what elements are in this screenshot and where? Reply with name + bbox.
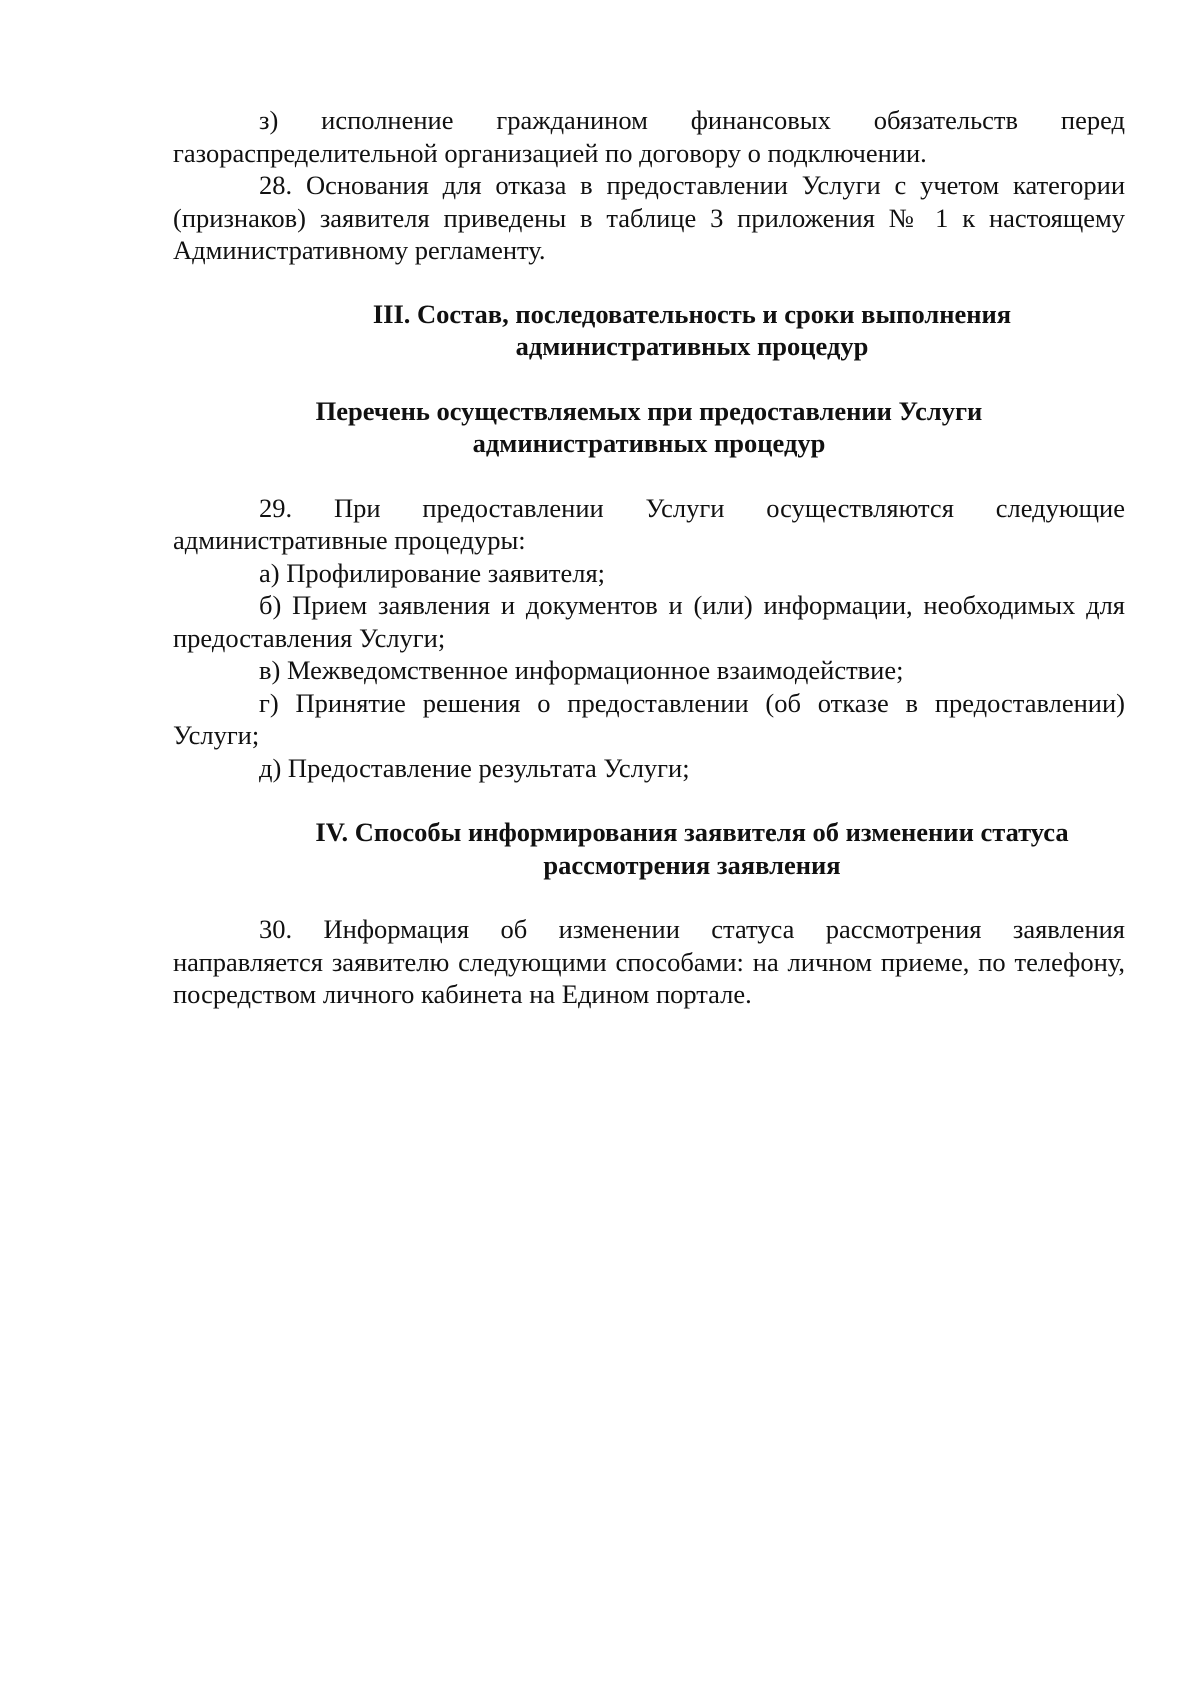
- list-item-g: г) Принятие решения о предоставлении (об отказе в предоставлении) Услуги;: [173, 687, 1125, 750]
- section-4-heading: [173, 816, 1125, 881]
- subsection-heading: [173, 395, 1125, 460]
- spacer: [173, 881, 1125, 913]
- paragraph-28: 28. Основания для отказа в предоставлении Услуги с учетом категории (признаков) заявителя приведены в таблице 3 приложения № 1 к настоящему Административному регламенту.: [173, 170, 1125, 265]
- list-item-b: б) Прием заявления и документов и (или) информации, необходимых для предоставления Услуги;: [173, 590, 1125, 653]
- list-item-d: д) Предоставление результата Услуги;: [259, 752, 690, 783]
- spacer: [173, 460, 1125, 492]
- paragraph-item-z: з) исполнение гражданином финансовых обязательств перед газораспределительной организацией по договору о подключении.: [173, 105, 1125, 168]
- list-item-a: а) Профилирование заявителя;: [259, 557, 606, 588]
- spacer: [173, 363, 1125, 395]
- subsection-heading-line-1: Перечень осуществляемых при предоставлении Услуги: [315, 395, 983, 426]
- paragraph-29: 29. При предоставлении Услуги осуществляются следующие административные процедуры:: [173, 492, 1125, 555]
- section-3-heading: [173, 298, 1125, 363]
- document-page: [173, 104, 1125, 1011]
- subsection-heading-line-2: административных процедур: [472, 428, 826, 458]
- spacer: [173, 784, 1125, 816]
- section-3-heading-line-2: административных процедур: [515, 331, 869, 361]
- spacer: [173, 267, 1125, 298]
- list-item-v: в) Межведомственное информационное взаимодействие;: [259, 655, 904, 685]
- section-4-heading-line-2: рассмотрения заявления: [543, 849, 841, 880]
- section-3-heading-line-1: III. Состав, последовательность и сроки выполнения: [372, 298, 1012, 329]
- section-4-heading-line-1: IV. Способы информирования заявителя об изменении статуса: [315, 817, 1069, 847]
- paragraph-30: 30. Информация об изменении статуса рассмотрения заявления направляется заявителю следующими способами: на личном приеме, по телефону, посредством личного кабинета на Едином портале.: [173, 914, 1125, 1009]
